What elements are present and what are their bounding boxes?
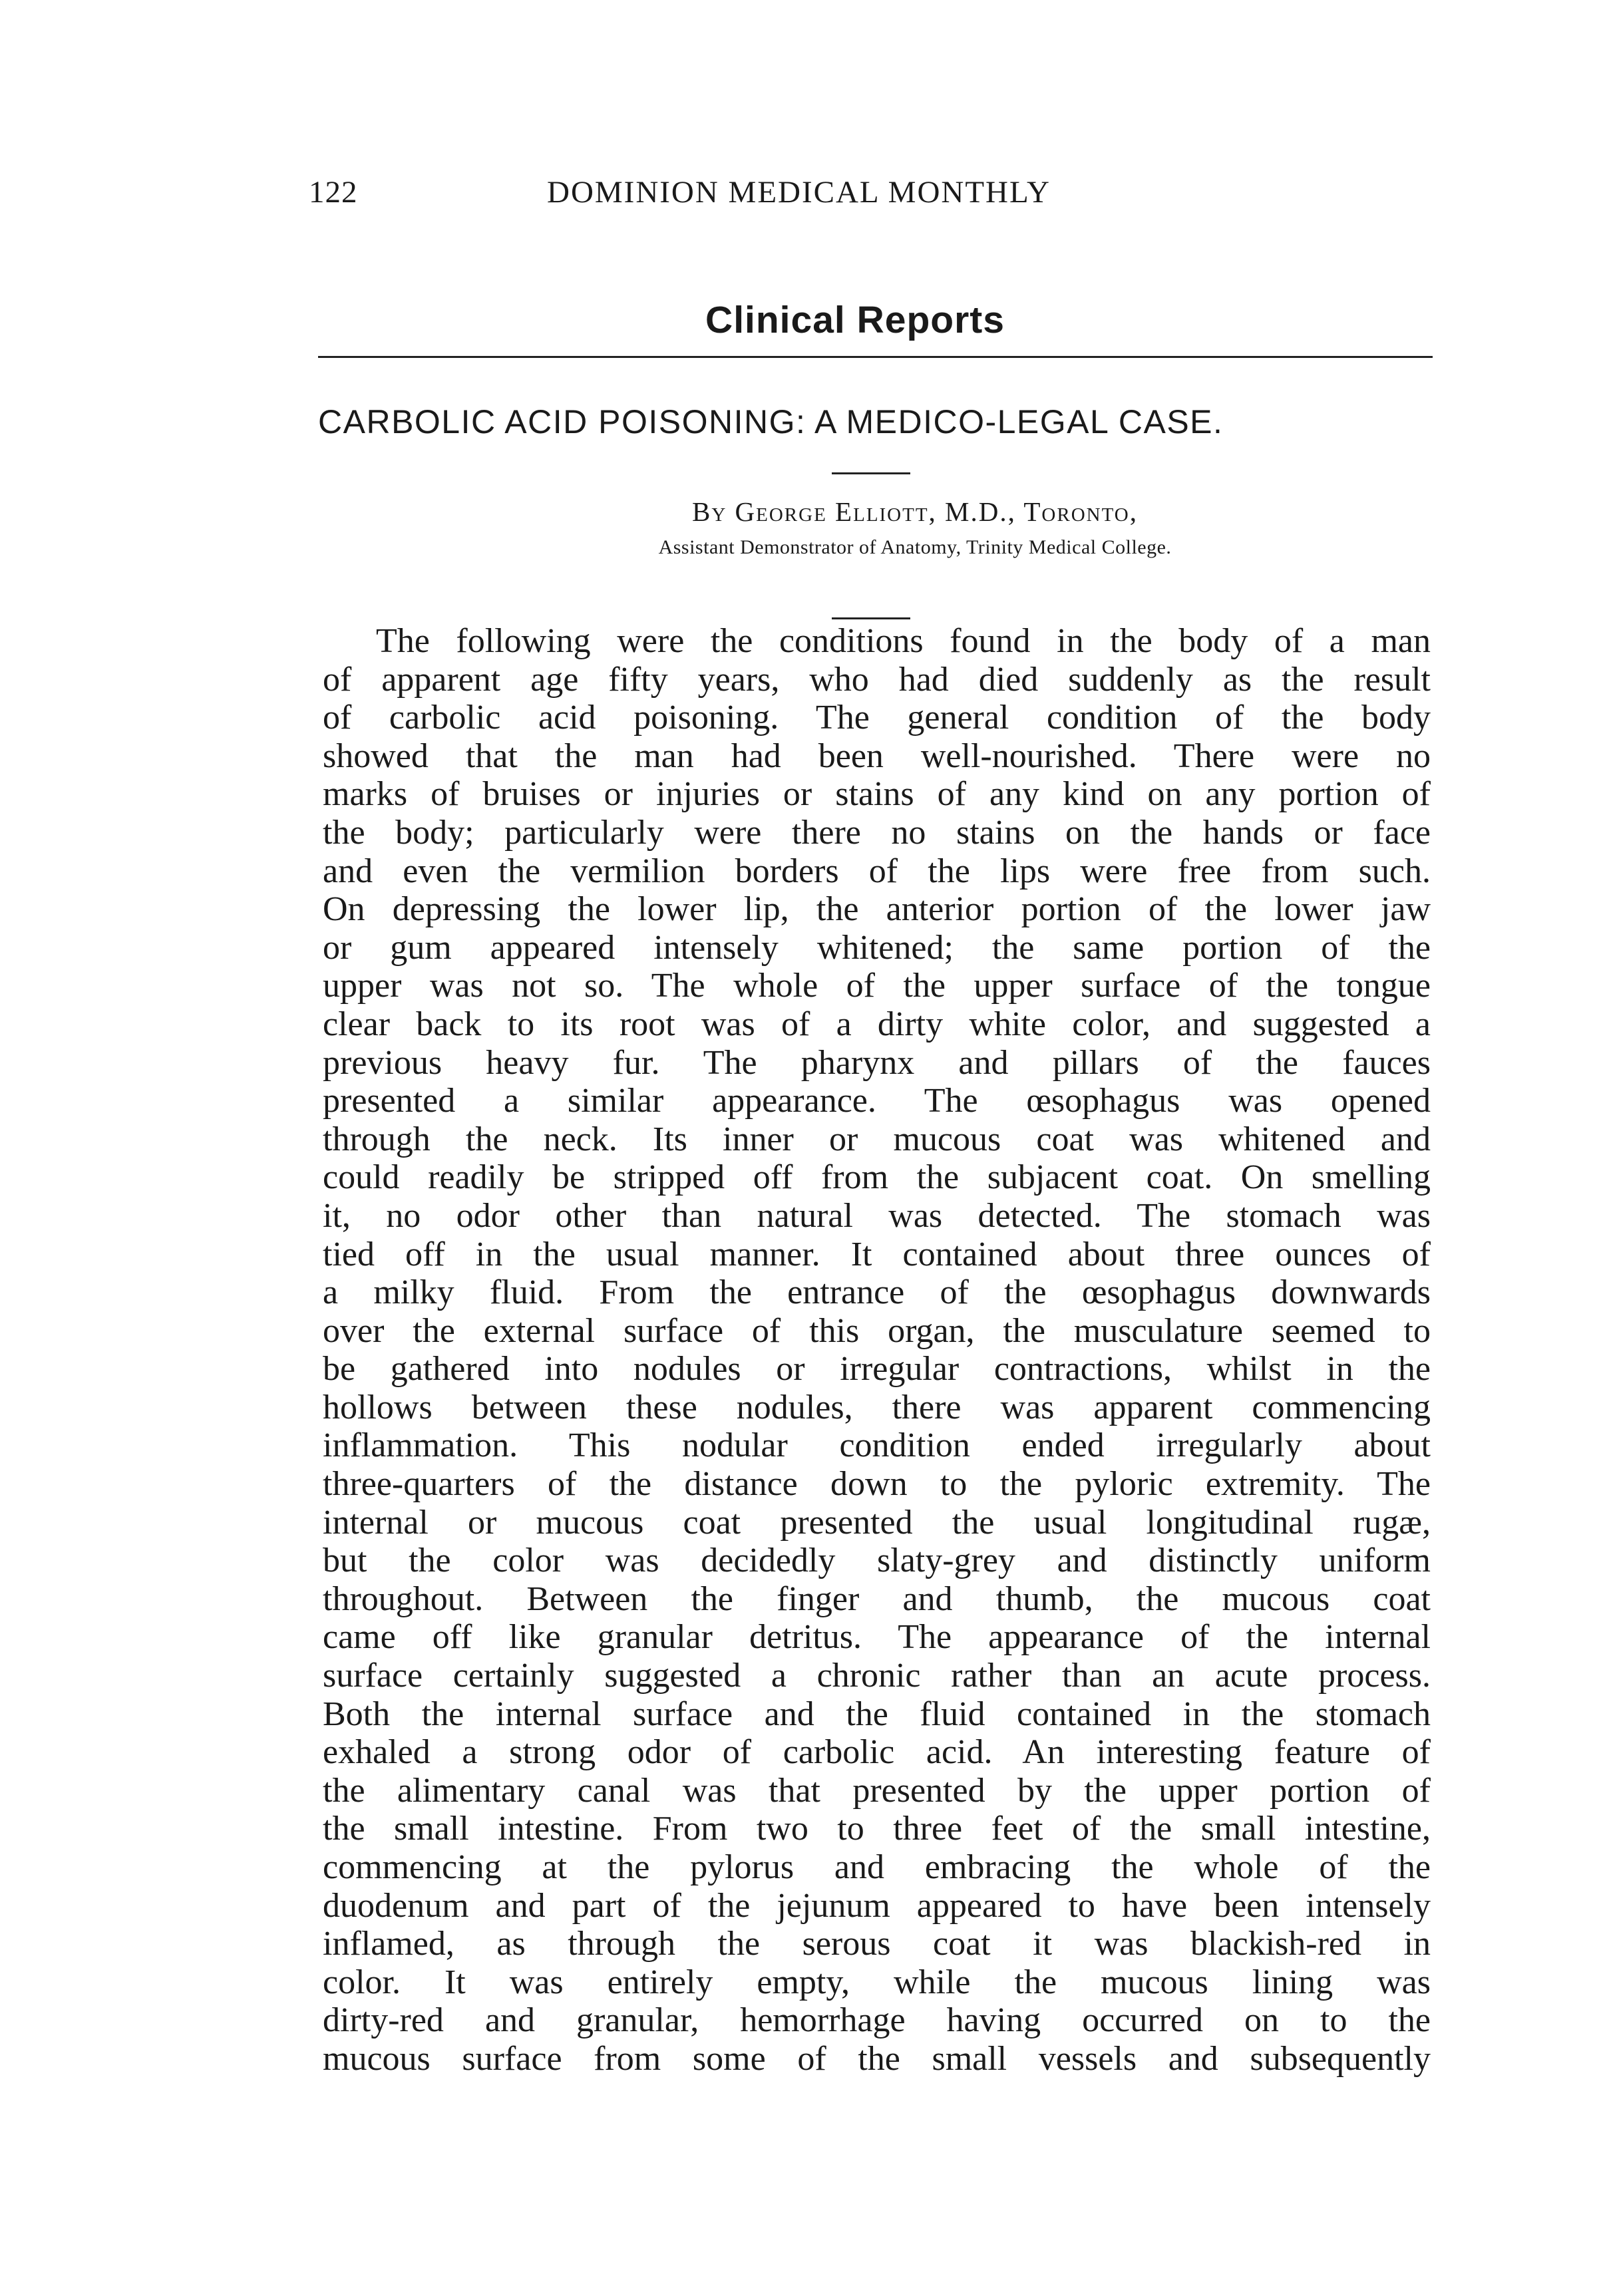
article-body	[323, 622, 1431, 2078]
body-line: of carbolic acid poisoning. The general condition of the body	[323, 699, 1431, 737]
body-line: mucous surface from some of the small vessels and subsequently	[323, 2039, 1431, 2078]
body-line: could readily be stripped off from the subjacent coat. On smelling	[323, 1158, 1431, 1197]
body-line: three-quarters of the distance down to the pyloric extremity. The	[323, 1465, 1431, 1504]
body-line: clear back to its root was of a dirty white color, and suggested a	[323, 1005, 1431, 1043]
body-line: On depressing the lower lip, the anterior portion of the lower jaw	[323, 890, 1431, 929]
body-line: exhaled a strong odor of carbolic acid. An interesting feature of	[323, 1733, 1431, 1772]
body-line: throughout. Between the finger and thumb, the mucous coat	[323, 1579, 1431, 1618]
body-line: duodenum and part of the jejunum appeared to have been intensely	[323, 1886, 1431, 1925]
body-line: dirty-red and granular, hemorrhage having occurred on to the	[323, 2001, 1431, 2040]
body-line: a milky fluid. From the entrance of the œsophagus downwards	[323, 1273, 1431, 1312]
body-line: inflamed, as through the serous coat it was blackish-red in	[323, 1925, 1431, 1963]
body-line: commencing at the pylorus and embracing the whole of the	[323, 1848, 1431, 1886]
body-line: came off like granular detritus. The appearance of the internal	[323, 1618, 1431, 1657]
author-affiliation: Assistant Demonstrator of Anatomy, Trinity Medical College.	[658, 536, 1172, 558]
body-line: the small intestine. From two to three feet of the small intestine,	[323, 1810, 1431, 1848]
section-divider	[318, 356, 1433, 358]
page-number: 122	[309, 175, 358, 210]
journal-title: DOMINION MEDICAL MONTHLY	[547, 175, 1051, 210]
body-line: tied off in the usual manner. It contained about three ounces of	[323, 1235, 1431, 1273]
body-line: of apparent age fifty years, who had died suddenly as the result	[323, 660, 1431, 699]
body-line: the alimentary canal was that presented by the upper portion of	[323, 1771, 1431, 1810]
body-line: previous heavy fur. The pharynx and pillars of the fauces	[323, 1043, 1431, 1082]
body-line: color. It was entirely empty, while the mucous lining was	[323, 1963, 1431, 2001]
author-byline: By George Elliott, M.D., Toronto,	[692, 496, 1138, 527]
body-line: The following were the conditions found in the body of a man	[376, 622, 1431, 660]
byline-divider	[832, 617, 910, 619]
body-line: or gum appeared intensely whitened; the same portion of the	[323, 928, 1431, 967]
body-line: presented a similar appearance. The œsophagus was opened	[323, 1082, 1431, 1120]
body-line: showed that the man had been well-nourished. There were no	[323, 737, 1431, 775]
body-line: inflammation. This nodular condition ended irregularly about	[323, 1426, 1431, 1465]
body-line: surface certainly suggested a chronic rather than an acute process.	[323, 1657, 1431, 1695]
body-line: over the external surface of this organ, the musculature seemed to	[323, 1311, 1431, 1350]
body-line: be gathered into nodules or irregular contractions, whilst in the	[323, 1350, 1431, 1389]
body-line: but the color was decidedly slaty-grey and distinctly uniform	[323, 1542, 1431, 1580]
body-line: Both the internal surface and the fluid contained in the stomach	[323, 1695, 1431, 1733]
body-line: through the neck. Its inner or mucous coat was whitened and	[323, 1120, 1431, 1158]
body-line: the body; particularly were there no stains on the hands or face	[323, 813, 1431, 852]
running-head	[0, 174, 1597, 221]
title-divider	[832, 472, 910, 474]
article-title: CARBOLIC ACID POISONING: A MEDICO-LEGAL CASE.	[318, 403, 1224, 440]
body-line: it, no odor other than natural was detected. The stomach was	[323, 1196, 1431, 1235]
body-line: hollows between these nodules, there was apparent commencing	[323, 1388, 1431, 1426]
section-heading: Clinical Reports	[705, 299, 1005, 341]
body-line: and even the vermilion borders of the lips were free from such.	[323, 852, 1431, 890]
body-line: marks of bruises or injuries or stains of any kind on any portion of	[323, 775, 1431, 814]
body-line: upper was not so. The whole of the upper surface of the tongue	[323, 967, 1431, 1005]
body-line: internal or mucous coat presented the usual longitudinal rugæ,	[323, 1503, 1431, 1542]
